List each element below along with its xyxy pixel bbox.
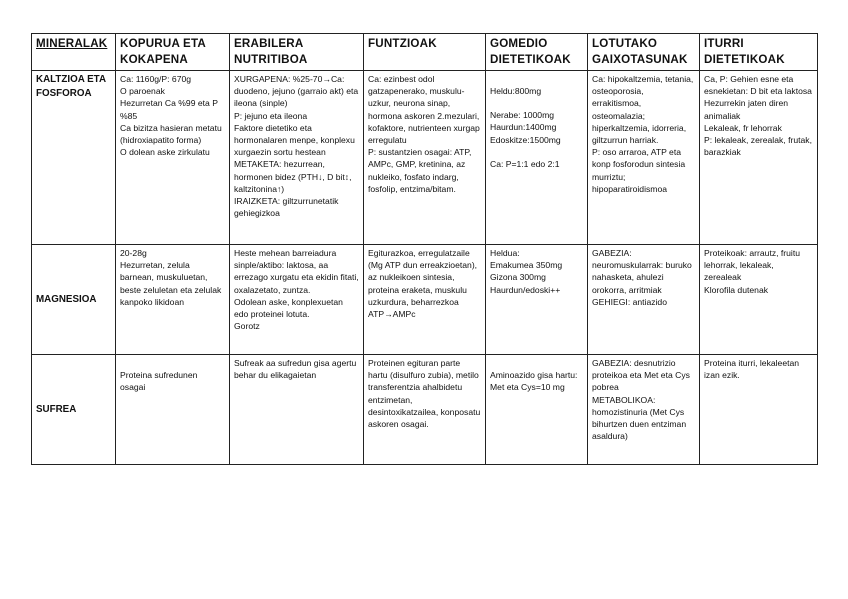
- cell-line: [120, 357, 225, 369]
- cell-line: Gizona 300mg: [490, 272, 546, 283]
- cell-funtzioak: [364, 355, 486, 465]
- cell-funtzioak: [364, 71, 486, 245]
- cell-line: Ca, P: Gehien esne eta esnekietan: D bit eta laktosa: [704, 74, 812, 97]
- table-row: [32, 355, 818, 465]
- cell-line: [490, 97, 583, 109]
- cell-gaixotasunak: [588, 245, 700, 355]
- cell-line: Proteina iturri, lekaleetan izan ezik.: [704, 358, 802, 381]
- cell-kopurua: [116, 245, 230, 355]
- cell-iturri: [700, 355, 818, 465]
- cell-line: P: jejuno eta ileona: [234, 110, 308, 121]
- cell-line: [490, 73, 583, 85]
- cell-gomendio: [486, 245, 588, 355]
- cell-line: Ca bizitza hasieran metatu (hidroxiapatito forma): [120, 122, 225, 146]
- cell-line: Nerabe: 1000mg: [490, 110, 555, 121]
- cell-gomendio: [486, 355, 588, 465]
- header-funtzioak: FUNTZIOAK: [364, 34, 486, 71]
- cell-gaixotasunak: [588, 71, 700, 245]
- cell-line: Hezurrekin jaten diren animaliak: [704, 98, 791, 121]
- cell-line: 20-28g: [120, 248, 147, 258]
- header-mineralak-label: MINERALAK: [36, 37, 108, 50]
- cell-erabilera: [230, 71, 364, 245]
- cell-iturri: [700, 71, 818, 245]
- cell-line: METABOLIKOA: homozistinuria (Met Cys bihurtzen duen entziman asaldura): [592, 394, 689, 442]
- cell-kopurua: [116, 71, 230, 245]
- cell-line: IRAIZKETA: giltzurrunetatik gehiegizkoa: [234, 196, 341, 219]
- cell-line: Haurdun/edoski++: [490, 284, 561, 295]
- cell-line: Heste mehean barreiadura sinple/aktibo: laktosa, aa errezago xurgatu eta ekidin fitati, oxalazetato, zuntza.: [234, 248, 362, 295]
- cell-iturri: [700, 245, 818, 355]
- cell-line: GABEZIA: desnutrizio proteikoa eta Met eta Cys pobrea: [592, 358, 693, 393]
- cell-line: O paroenak: [120, 86, 165, 97]
- cell-line: Egiturazkoa, erregulatzaile (Mg ATP dun erreakzioetan), az nukleikoen sintesia, proteina eraketa, muskulu uzkurdura, beharrezkoa: [368, 248, 480, 307]
- cell-line: Heldu:800mg: [490, 86, 542, 96]
- cell-line: GEHIEGI: antiazido: [592, 296, 667, 307]
- cell-line: P: sustantzien osagai: ATP, AMPc, GMP, kretinina, az nukleiko, fosfato indarg, fosfolip, entzima/bitam.: [368, 147, 474, 194]
- mineral-name: MAGNESIOA: [32, 245, 116, 355]
- cell-line: Hezurretan Ca %99 eta P %85: [120, 98, 221, 121]
- header-kopurua: KOPURUA ETA KOKAPENA: [116, 34, 230, 71]
- cell-line: Gorotz: [234, 321, 260, 332]
- cell-line: Sufreak aa sufredun gisa agertu behar du elikagaietan: [234, 358, 359, 381]
- cell-line: P: lekaleak, zerealak, frutak, barazkiak: [704, 135, 815, 158]
- cell-line: Aminoazido gisa hartu: Met eta Cys=10 mg: [490, 370, 580, 393]
- cell-line: Ca: ezinbest odol gatzapenerako, muskulu-uzkur, neurona sinap, hormona askoren 2.mezulari, kofaktore, nutrienteen xurgap erregulatu: [368, 74, 483, 146]
- header-erabilera: ERABILERA NUTRITIBOA: [230, 34, 364, 71]
- cell-line: XURGAPENA: %25-70→Ca: duodeno, jejuno (garraio akt) eta ileona (sinple): [234, 74, 361, 109]
- cell-line: Faktore dietetiko eta hormonalaren menpe, konplexu xurgaezin sortu hestean: [234, 122, 358, 158]
- cell-line: [490, 146, 583, 158]
- cell-line: [490, 357, 583, 369]
- cell-line: METAKETA: hezurrean, hormonen bidez (PTH↓, D bit↕, kaltzitonina↑): [234, 159, 354, 194]
- cell-line: O dolean aske zirkulatu: [120, 147, 210, 158]
- cell-line: Ca: P=1:1 edo 2:1: [490, 158, 560, 169]
- cell-line: Klorofila dutenak: [704, 284, 769, 295]
- cell-erabilera: [230, 355, 364, 465]
- header-row: [32, 34, 818, 71]
- cell-line: ATP→AMPc: [368, 309, 416, 320]
- header-iturri: ITURRI DIETETIKOAK: [700, 34, 818, 71]
- minerals-table: [31, 33, 818, 465]
- cell-kopurua: [116, 355, 230, 465]
- cell-line: P: oso arraroa, ATP eta konp fosforodun sintesia murriztu;: [592, 147, 688, 182]
- cell-line: Hezurretan, zelula barnean, muskuluetan, beste zeluletan eta zelulak kanpoko likidoan: [120, 260, 224, 307]
- mineral-name: SUFREA: [32, 355, 116, 465]
- cell-funtzioak: [364, 245, 486, 355]
- cell-erabilera: [230, 245, 364, 355]
- cell-line: Heldua:: [490, 248, 520, 258]
- cell-line: Ca: 1160g/P: 670g: [120, 74, 192, 84]
- cell-line: Proteinen egituran parte hartu (disulfuro zubia), metilo transferentzia ahalbidetu entzimetan, desintoxikatzailea, konposatu askoren osagai.: [368, 358, 483, 430]
- cell-line: Proteikoak: arrautz, fruitu lehorrak, lekaleak, zerealeak: [704, 248, 803, 283]
- cell-gaixotasunak: [588, 355, 700, 465]
- table-row: [32, 71, 818, 245]
- cell-line: Proteina sufredunen osagai: [120, 370, 200, 393]
- mineral-name: KALTZIOA ETA FOSFOROA: [32, 71, 116, 245]
- cell-line: hipoparatiroidismoa: [592, 183, 667, 194]
- table-row: [32, 245, 818, 355]
- cell-line: Ca: hipokaltzemia, tetania, osteoporosia, errakitismoa, osteomalazia;: [592, 74, 696, 121]
- cell-line: GABEZIA: neuromuskularrak: buruko nahasketa, ahulezi orokorra, arritmiak: [592, 248, 695, 295]
- cell-line: Emakumea 350mg: [490, 260, 563, 271]
- cell-line: hiperkaltzemia, idorreria, giltzurrun harriak.: [592, 122, 689, 146]
- header-mineralak: [32, 34, 116, 71]
- header-gomendio: GOMEDIO DIETETIKOAK: [486, 34, 588, 71]
- cell-line: Lekaleak, fr lehorrak: [704, 122, 782, 133]
- cell-gomendio: [486, 71, 588, 245]
- cell-line: Haurdun:1400mg: [490, 122, 557, 133]
- cell-line: Odolean aske, konplexuetan edo proteinei lotuta.: [234, 296, 346, 320]
- cell-line: Edoskitze:1500mg: [490, 134, 561, 145]
- header-gaixotasunak: LOTUTAKO GAIXOTASUNAK: [588, 34, 700, 71]
